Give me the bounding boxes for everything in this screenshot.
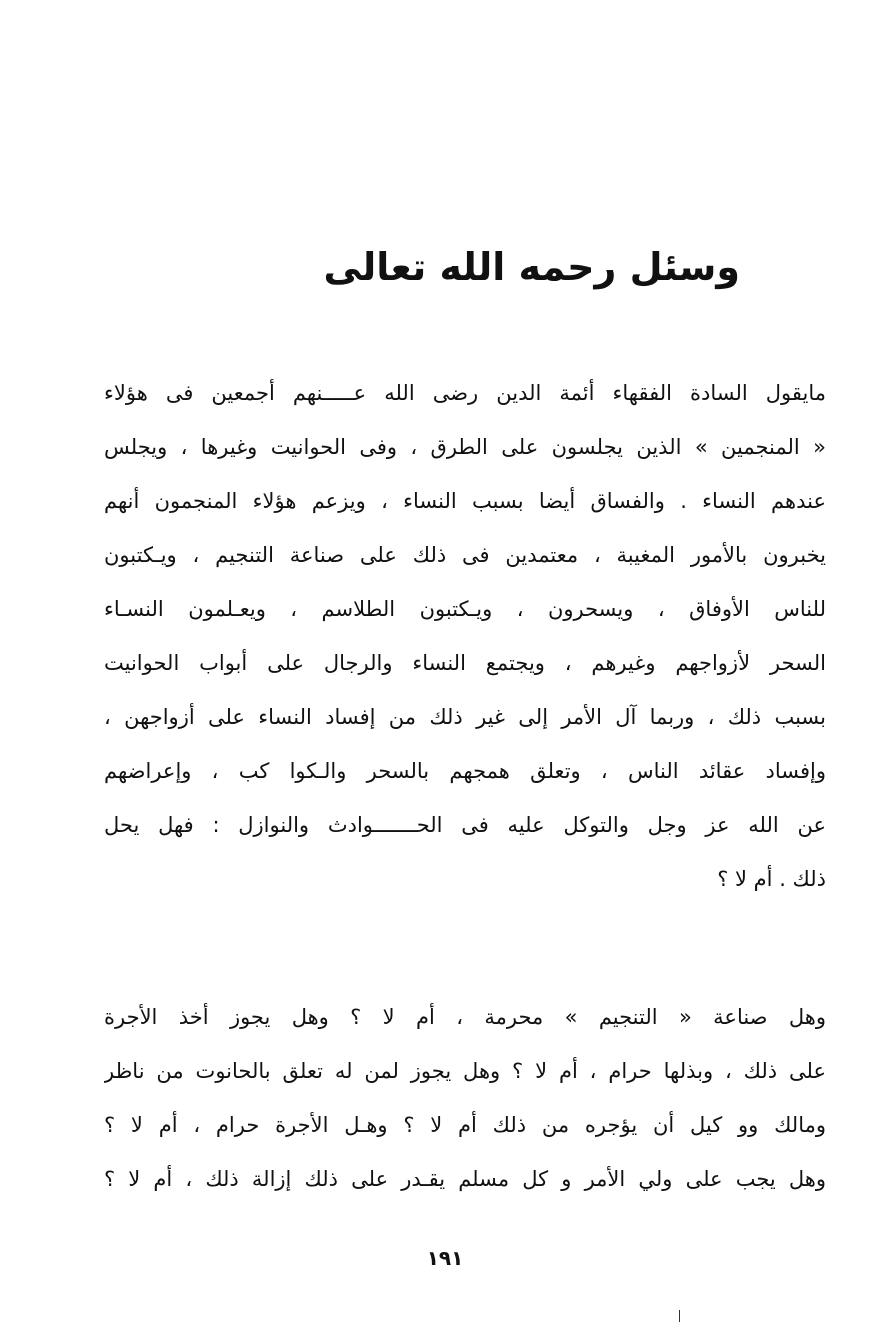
page-number: ١٩١ <box>426 1246 464 1270</box>
text-line: وإفساد عقائد الناس ، وتعلق همجهم بالسحر والـكوا كب ، وإعراضهم <box>104 759 826 783</box>
section-heading: وسئل رحمه الله تعالى <box>323 245 740 289</box>
text-line: ومالك وو كيل أن يؤجره من ذلك أم لا ؟ وهـل الأجرة حرام ، أم لا ؟ <box>104 1113 826 1137</box>
text-line: عندهم النساء . والفساق أيضا بسبب النساء ، ويزعم هؤلاء المنجمون أنهم <box>104 489 826 513</box>
text-line: وهل صناعة « التنجيم » محرمة ، أم لا ؟ وهل يجوز أخذ الأجرة <box>104 1005 826 1029</box>
text-line: على ذلك ، وبذلها حرام ، أم لا ؟ وهل يجوز لمن له تعلق بالحانوت من ناظر <box>104 1059 826 1083</box>
text-line: « المنجمين » الذين يجلسون على الطرق ، وفى الحوانيت وغيرها ، ويجلس <box>104 435 826 459</box>
text-line: يخبرون بالأمور المغيبة ، معتمدين فى ذلك على صناعة التنجيم ، ويـكتبون <box>104 543 826 567</box>
text-line: للناس الأوفاق ، ويسحرون ، ويـكتبون الطلاسم ، ويعـلمون النسـاء <box>104 597 826 621</box>
scan-artifact-mark <box>679 1310 680 1322</box>
text-line: ذلك . أم لا ؟ <box>717 867 826 891</box>
text-line: مايقول السادة الفقهاء أئمة الدين رضى الله عـــــنهم أجمعين فى هؤلاء <box>104 381 826 405</box>
text-line: السحر لأزواجهم وغيرهم ، ويجتمع النساء والرجال على أبواب الحوانيت <box>104 651 826 675</box>
question-paragraph-1 <box>104 366 826 906</box>
text-line: عن الله عز وجل والتوكل عليه فى الحـــــــوادث والنوازل : فهل يحل <box>104 813 826 837</box>
text-line: وهل يجب على ولي الأمر و كل مسلم يقـدر على ذلك إزالة ذلك ، أم لا ؟ <box>104 1167 826 1191</box>
text-line: بسبب ذلك ، وربما آل الأمر إلى غير ذلك من إفساد النساء على أزواجهن ، <box>104 705 826 729</box>
question-paragraph-2 <box>104 990 826 1206</box>
